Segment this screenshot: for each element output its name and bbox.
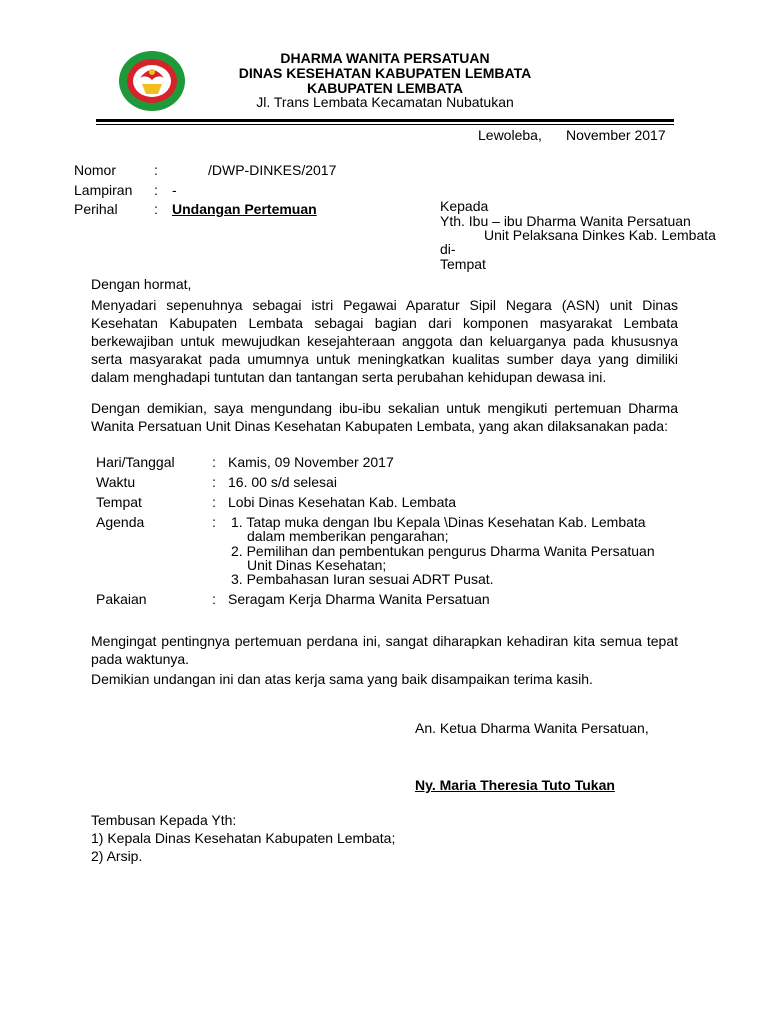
detail-value: 16. 00 s/d selesai bbox=[228, 474, 337, 490]
meta-nomor-colon: : bbox=[154, 162, 158, 178]
cc-item-1: 1) Kepala Dinas Kesehatan Kabupaten Lembata; bbox=[91, 830, 396, 846]
letterhead-dept: DINAS KESEHATAN KABUPATEN LEMBATA bbox=[238, 65, 532, 81]
agenda-item-2-cont: Unit Dinas Kesehatan; bbox=[247, 557, 387, 573]
organization-logo bbox=[118, 50, 186, 112]
cc-item-2: 2) Arsip. bbox=[91, 848, 143, 864]
letterhead-region: KABUPATEN LEMBATA bbox=[306, 80, 464, 96]
detail-colon: : bbox=[212, 494, 216, 510]
signature-role: An. Ketua Dharma Wanita Persatuan, bbox=[415, 720, 649, 736]
detail-label: Tempat bbox=[96, 494, 142, 510]
recipient-to: Kepada bbox=[440, 198, 489, 214]
meta-lampiran-value: - bbox=[172, 182, 177, 198]
detail-label: Hari/Tanggal bbox=[96, 454, 175, 470]
recipient-line2: Unit Pelaksana Dinkes Kab. Lembata bbox=[484, 227, 716, 243]
meta-perihal-colon: : bbox=[154, 201, 158, 217]
detail-colon: : bbox=[212, 454, 216, 470]
detail-value: Kamis, 09 November 2017 bbox=[228, 454, 394, 470]
detail-value: Seragam Kerja Dharma Wanita Persatuan bbox=[228, 591, 490, 607]
recipient-line1: Yth. Ibu – ibu Dharma Wanita Persatuan bbox=[440, 213, 691, 229]
paragraph-intro: Menyadari sepenuhnya sebagai istri Pegawai Aparatur Sipil Negara (ASN) unit Dinas Kesehatan Kabupaten Lembata sebagai bagian dari komponen masyarakat Lembata berkewajiban untuk mewujudkan kesejahteraan anggota dan keluarganya pada khususnya serta masyarakat pada umumnya untuk meningkatkan kualitas sumber daya yang dimiliki dalam menghadapi tuntutan dan tantangan serta perubahan kehidupan dewasa ini. bbox=[91, 297, 678, 385]
meta-perihal-label: Perihal bbox=[74, 201, 118, 217]
detail-colon: : bbox=[212, 591, 216, 607]
agenda-item-2: 2. Pemilihan dan pembentukan pengurus Dharma Wanita Persatuan bbox=[231, 543, 655, 559]
greeting: Dengan hormat, bbox=[91, 276, 192, 292]
recipient-di: di- bbox=[440, 241, 456, 257]
signature-name: Ny. Maria Theresia Tuto Tukan bbox=[415, 777, 615, 793]
detail-label: Pakaian bbox=[96, 591, 147, 607]
agenda-item-1: 1. Tatap muka dengan Ibu Kepala \Dinas Kesehatan Kab. Lembata bbox=[231, 514, 646, 530]
meta-lampiran-colon: : bbox=[154, 182, 158, 198]
place-label: Lewoleba, bbox=[478, 127, 542, 143]
detail-label: Waktu bbox=[96, 474, 136, 490]
meta-perihal-value: Undangan Pertemuan bbox=[172, 201, 317, 217]
cc-title: Tembusan Kepada Yth: bbox=[91, 812, 237, 828]
meta-lampiran-label: Lampiran bbox=[74, 182, 133, 198]
paragraph-invitation: Dengan demikian, saya mengundang ibu-ibu sekalian untuk mengikuti pertemuan Dharma Wanita Persatuan Unit Dinas Kesehatan Kabupaten Lembata, yang akan dilaksanakan pada: bbox=[91, 400, 678, 434]
date-label: November 2017 bbox=[566, 127, 666, 143]
agenda-item-3: 3. Pembahasan Iuran sesuai ADRT Pusat. bbox=[231, 571, 494, 587]
meta-nomor-label: Nomor bbox=[74, 162, 117, 178]
letterhead-rule-thin bbox=[96, 124, 674, 125]
letterhead-org: DHARMA WANITA PERSATUAN bbox=[280, 50, 490, 66]
letterhead-address: Jl. Trans Lembata Kecamatan Nubatukan bbox=[256, 94, 514, 110]
paragraph-importance: Mengingat pentingnya pertemuan perdana ini, sangat diharapkan kehadiran kita semua tepat pada waktunya. bbox=[91, 633, 678, 667]
paragraph-closing: Demikian undangan ini dan atas kerja sama yang baik disampaikan terima kasih. bbox=[91, 671, 593, 687]
detail-value: Lobi Dinas Kesehatan Kab. Lembata bbox=[228, 494, 457, 510]
recipient-place: Tempat bbox=[440, 256, 486, 272]
detail-colon: : bbox=[212, 474, 216, 490]
meta-nomor-value: /DWP-DINKES/2017 bbox=[208, 162, 337, 178]
detail-colon: : bbox=[212, 514, 216, 530]
agenda-item-1-cont: dalam memberikan pengarahan; bbox=[247, 528, 449, 544]
letterhead-rule-thick bbox=[96, 119, 674, 122]
detail-label: Agenda bbox=[96, 514, 145, 530]
